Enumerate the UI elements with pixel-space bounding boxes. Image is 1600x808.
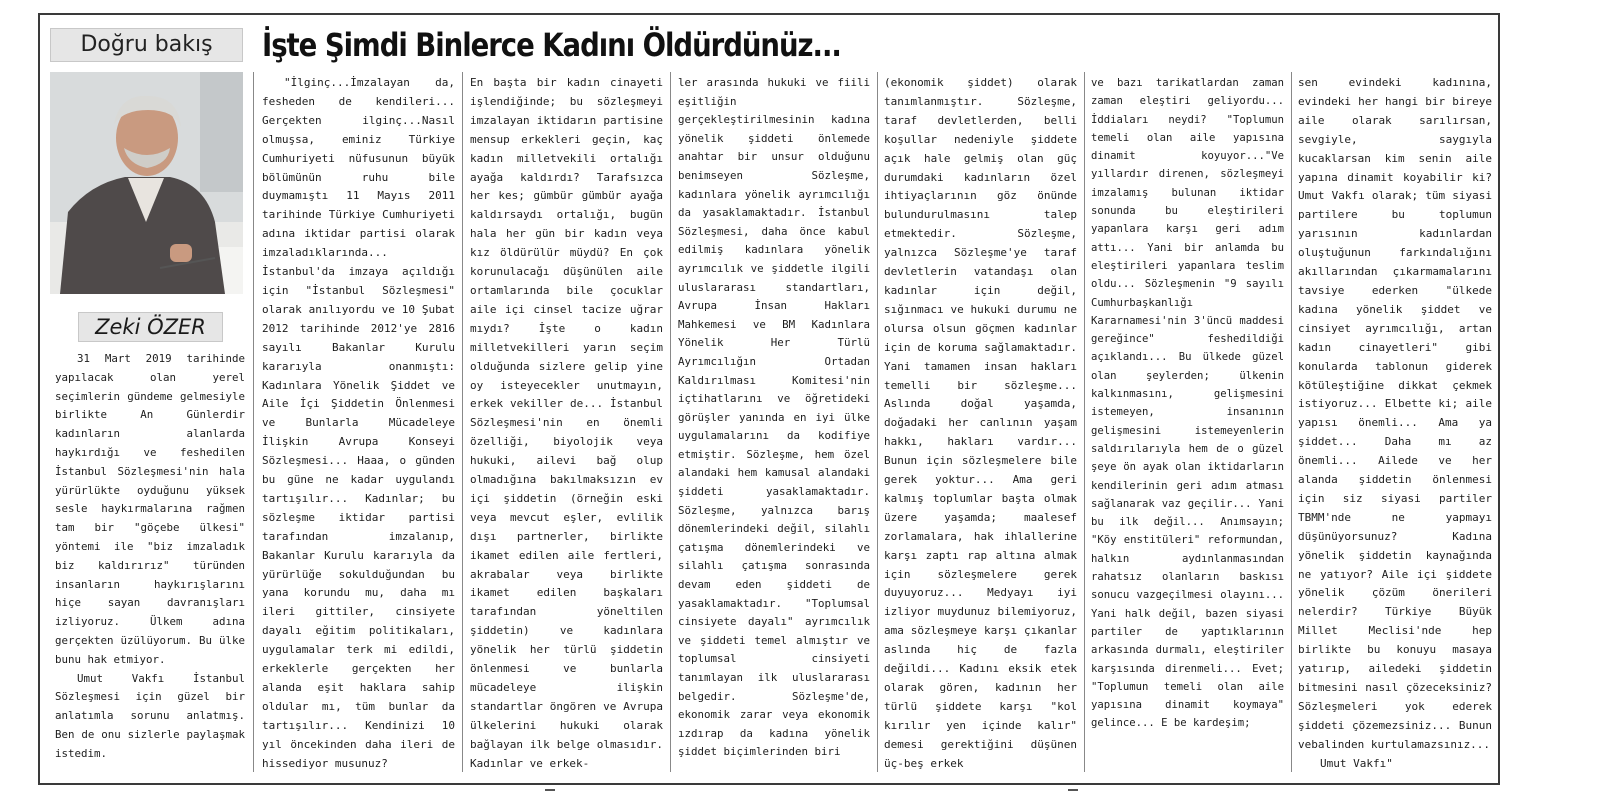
article-column-4 <box>678 74 870 762</box>
author-portrait-icon <box>50 72 243 294</box>
headline: İşte Şimdi Binlerce Kadını Öldürdünüz... <box>262 26 841 64</box>
paragraph: Umut Vakfı" <box>1320 756 1393 770</box>
paragraph: ler arasında hukuki ve fiili eşitliğin gerçekleştirilmesinin kadına yönelik şiddeti önlemede anahtar bir unsur olduğunu benimseyen Sözleşme, kadınlara yönelik ayrımcılığı da yasaklamaktadır. İstanbul Sözleşmesi, daha önce kabul edilmiş kadınlara yönelik ayrımcılık ve şiddetle ilgili uluslararası standartları, Avrupa İnsan Hakları Mahkemesi ve BM Kadınlara Yönelik Her Türlü Ayrımcılığın Ortadan Kaldırılması Komitesi'nin içtihatlarını ve öğretideki görüşler yanında en iyi ülke uygulamalarını da kodifiye etmiştir. Sözleşme, hem özel alandaki hem kamusal alandaki şiddeti yasaklamaktadır. Sözleşme, yalnızca barış dönemlerindeki değil, silahlı çatışma dönemlerindeki ve silahlı çatışma sonrasında devam eden şiddeti de yasaklamaktadır. "Toplumsal cinsiyete dayalı" ayrımcılık ve şiddeti temel almıştır ve toplumsal cinsiyeti tanımlayan ilk uluslararası belgedir. Sözleşme'de, ekonomik zarar veya ekonomik ızdırap da kadına yönelik şiddet biçimlerinden biri <box>678 76 870 759</box>
article-column-5 <box>884 74 1077 774</box>
paragraph: Umut Vakfı İstanbul Sözleşmesi için güzel bir anlatımla sorunu anlatmış. Ben de onu sizlerle paylaşmak istedim. <box>55 671 245 760</box>
column-rule <box>877 72 878 772</box>
article-column-1 <box>55 350 245 764</box>
paragraph: En başta bir kadın cinayeti işlendiğinde; bu sözleşmeyi imzalayan iktidarın partisine mensup erkekleri geçin, kaç kadın milletvekili ortalığı ayağa kaldırdı? Tarafsızca her kes; gümbür gümbür ayağa kaldırsaydı ortalığı, bugün hala her gün bir kadın veya kız öldürülür müydü? En çok korunulacağı düşünülen aile ortamlarında bile çocuklar aile içi cinsel tacize uğrar mıydı? İşte o kadın milletvekilleri yarın seçim olduğunda sizlere gelip yine oy isteyecekler unutmayın, erkek vekiller de... İstanbul Sözleşmesi'nin en önemli özelliği, biyolojik veya hukuki, ailevi bağ olup olmadığına bakılmaksızın ev içi şiddetin (örneğin eski veya mevcut eşler, evlilik dışı partnerler, birlikte ikamet edilen aile fertleri, akrabalar veya birlikte ikamet edilen başkaları tarafından yöneltilen şiddetin) ve kadınlara yönelik her türlü şiddetin önlenmesi ve bunlarla mücadeleye ilişkin standartlar öngören ve Avrupa ülkelerini hukuki olarak bağlayan ilk belge olmasıdır. Kadınlar ve erkek- <box>470 76 663 770</box>
fold-mark <box>545 789 555 791</box>
article-column-6 <box>1091 74 1284 733</box>
article-column-7 <box>1298 74 1492 774</box>
paragraph: "İlginç...İmzalayan da, fesheden de kendileri... Gerçekten ilginç...Nasıl olmuşsa, eminiz Türkiye Cumhuriyeti nüfusunun büyük bölümünün ruhu bile duymamıştı 11 Mayıs 2011 tarihinde Türkiye Cumhuriyeti adına iktidar partisi olarak imzaladıklarında... İstanbul'da imzaya açıldığı için "İstanbul Sözleşmesi" olarak anılıyordu ve 10 Şubat 2012 tarihinde 2012'ye 2816 sayılı Bakanlar Kurulu kararıyla onanmıştı: Kadınlara Yönelik Şiddet ve Aile İçi Şiddetin Önlenmesi ve Bunlarla Mücadeleye İlişkin Avrupa Konseyi Sözleşmesi... Haaa, o günden bu güne ne kadar uygulandı tartışılır... Kadınlar; bu sözleşme iktidar partisi tarafından imzalanıp, Bakanlar Kurulu kararıyla da yürürlüğe sokulduğundan bu yana korundu mu, daha mı ileri gittiler, cinsiyete dayalı eğitim politikaları, uygulamalar terk mi edildi, erkeklerle gerçekten her alanda eşit haklara sahip oldular mı, tüm bunlar da tartışılır... Kendinizi 10 yıl öncekinden daha ileri de hissediyor musunuz? <box>262 76 455 770</box>
column-rule <box>1291 72 1292 772</box>
paragraph: ve bazı tarikatlardan zaman zaman eleştiri geliyordu... İddiaları neydi? "Toplumun temeli olan aile yapısına dinamit koyuyor..."Ve yıllardır direnen, sözleşmeyi imzalamış bulunan iktidar sonunda bu eleştirileri yapanlara karşı geri adım attı... Yani bir anlamda bu eleştirileri yapanlara teslim oldu... Sözleşmenin "9 sayılı Cumhurbaşkanlığı Kararnamesi'nin 3'üncü maddesi gereğince" feshedildiği açıklandı... Bu ülkede güzel olan şeylerden; ülkenin kalkınmasını, gelişmesini istemeyen, insanının gelişmesini istemeyenlerin saldırılarıyla hem de o güzel şeye ön ayak olan iktidarların kendilerinin geri adım atması sağlanarak vaz geçilir... Yani bu ilk değil... Anımsayın; "Köy enstitüleri" reformundan, halkın aydınlanmasından rahatsız olanların baskısı sonucu vazgeçilmesi olayını... Yani halk değil, bazen siyasi partiler de yaptıklarının arkasında durmalı, eleştiriler karşısında direnmeli... Evet; "Toplumun temeli olan aile yapısına dinamit koymaya" gelince... E be kardeşim; <box>1091 77 1284 730</box>
paragraph: sen evindeki kadınına, evindeki her hangi bir bireye aile olarak sarılırsan, sevgiyle, saygıyla kucaklarsan kim senin aile yapına dinamit koyabilir ki?Umut Vakfı olarak; tüm siyasi partilere bu toplumun yarısının kadınlardan oluştuğunun farkındalığını akıllarından çıkarmamalarını tavsiye ederken "ülkede kadına yönelik şiddet ve cinsiyet ayrımcılığı, artan kadın cinayetleri" gibi konularda tablonun giderek kötüleştiğine dikkat çekmek istiyoruz... Elbette ki; aile yapısı önemli... Ama ya şiddet... Daha mı az önemli... Ailede ve her alanda şiddetin önlenmesi için siz siyasi partiler TBMM'nde ne yapmayı düşünüyorsunuz? Kadına yönelik şiddetin kaynağında ne yatıyor? Aile içi şiddete yönelik çözüm önerileri nelerdir? Türkiye Büyük Millet Meclisi'nde hep birlikte bu konuyu masaya yatırıp, ailedeki şiddetin bitmesini nasıl çözeceksiniz? Sözleşmeleri yok ederek şiddeti çözemezsiniz... Bunun vebalinden kurtulamazsınız... <box>1298 76 1492 751</box>
paragraph: (ekonomik şiddet) olarak tanımlanmıştır. Sözleşme, taraf devletlerden, belli koşullar nedeniyle şiddete açık hale gelmiş olan güç durumdaki kadınların özel ihtiyaçlarının göz önünde bulundurulmasını talep etmektedir. Sözleşme, yalnızca Sözleşme'ye taraf devletlerin vatandaşı olan kadınlar için değil, sığınmacı ve hukuki durumu ne olursa olsun göçmen kadınlar için de koruma sağlamaktadır. Yani tamamen insan hakları temelli bir sözleşme... Aslında doğal yaşamda, doğadaki her canlının yaşam hakkı, hakları vardır... Bunun için sözleşmelere bile gerek yoktur... Ama geri kalmış toplumlar başta olmak üzere yaşamda; maalesef zorlamalara, hak ihlallerine karşı zaptı rap altına almak için sözleşmelere gerek duyuyoruz... Medyayı iyi izliyor muydunuz bilemiyoruz, ama sözleşmeye karşı çıkanlar aslında hiç de fazla değildi... Kadını eksik etek olarak gören, kadının her türlü şiddete karşı "kol kırılır yen içinde kalır" demesi gerektiğini düşünen üç-beş erkek <box>884 76 1077 770</box>
paragraph: 31 Mart 2019 tarihinde yapılacak olan yerel seçimlerin gündeme gelmesiyle birlikte An Günlerdir kadınların alanlarda haykırdığı ve feshedilen İstanbul Sözleşmesi'nin hala yürürlükte oyduğunu yüksek sesle haykırmalarına rağmen tam bir "göçebe ülkesi" yöntemi ile "biz imzaladık biz kaldırırız" türünden insanların haykırışlarını hiçe sayan davranışları izliyoruz. Ülkem adına gerçekten üzülüyorum. Bu ülke bunu hak etmiyor. <box>55 352 245 666</box>
fold-mark <box>1068 789 1078 791</box>
column-rule <box>462 72 463 772</box>
column-rule <box>253 72 254 772</box>
column-label: Doğru bakış <box>50 28 243 62</box>
column-rule <box>1084 72 1085 772</box>
author-name: Zeki ÖZER <box>78 312 223 342</box>
column-rule <box>670 72 671 772</box>
article-column-3 <box>470 74 663 774</box>
article-column-2 <box>262 74 455 774</box>
